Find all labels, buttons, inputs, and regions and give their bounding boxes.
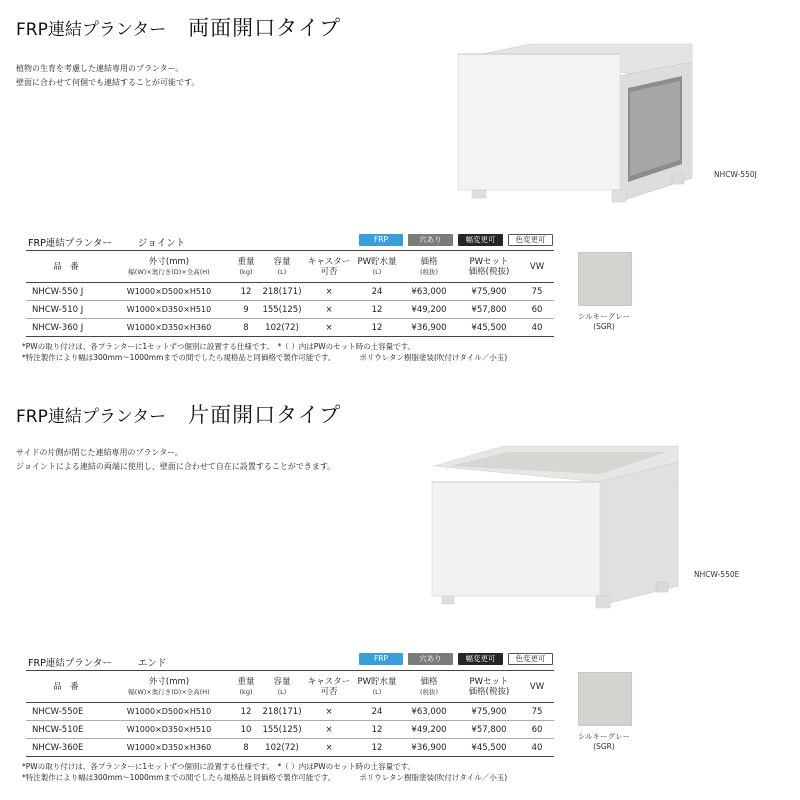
header-price-sub: (税抜) [419,687,439,696]
cell-price: ¥49,200 [411,304,447,315]
table-subtitle: エンド [137,658,167,669]
cell-dim: W1000×D350×H510 [126,305,212,314]
header-caster-sub: 可否 [320,686,338,697]
header-weight-label: 重量 [237,676,255,687]
section1-badges [359,234,553,246]
header-code: 品 番 [53,681,79,692]
cell-pwset: ¥75,900 [471,286,507,297]
cell-price: ¥63,000 [411,286,447,297]
header-pw [354,251,400,283]
header-capacity-label: 容量 [273,256,291,267]
header-dim-sub: 幅(W)×奥行き(D)×全高(H) [128,687,210,696]
header-capacity-label: 容量 [273,676,291,687]
table-title: FRP連結プランター [28,658,112,669]
header-dim-main: 外寸(mm) [148,256,190,267]
header-pw-label: PW貯水量 [357,676,397,687]
cell-pw: 12 [371,322,383,333]
cell-price: ¥36,900 [411,322,447,333]
section2-subtitle: 片面開口タイプ [188,403,342,427]
table-row [26,319,554,337]
cell-code: NHCW-510E [32,724,84,735]
cell-price: ¥49,200 [411,724,447,735]
note-line: *特注製作により幅は300mm～1000mmまでの間でしたら規格品と同価格で製作可能です。 [22,773,336,782]
table-subtitle: ジョイント [137,238,186,249]
header-weight-unit: (kg) [239,687,253,696]
cell-pw: 12 [371,304,383,315]
note-line: *特注製作により幅は300mm～1000mmまでの間でしたら規格品と同価格で製作可能です。 [22,353,336,362]
table-title: FRP連結プランター [28,238,112,249]
header-capacity [260,671,304,703]
header-vw: VW [529,681,545,692]
description-line: 植物の生育を考慮した連結専用のプランター。 [16,64,184,73]
section2-heading [16,399,341,429]
cell-code: NHCW-510 J [32,304,84,315]
cell-vw: 60 [531,724,543,735]
header-pwset-sub: 価格(税抜) [468,266,510,277]
cell-price: ¥36,900 [411,742,447,753]
cell-pwset: ¥75,900 [471,706,507,717]
section2-color-swatch-block [578,672,638,752]
header-code: 品 番 [53,261,79,272]
header-caster [304,671,354,703]
cell-capacity: 155(125) [262,304,302,315]
cell-vw: 75 [531,286,543,297]
section1-heading [16,12,341,42]
header-weight-label: 重量 [237,256,255,267]
cell-pwset: ¥45,500 [471,322,507,333]
section2-description [16,446,335,474]
cell-caster: × [325,742,333,753]
badge-hole: 穴あり [408,234,453,246]
note-line-2 [22,772,507,783]
cell-caster: × [325,286,333,297]
cell-vw: 60 [531,304,543,315]
cell-capacity: 102(72) [265,742,299,753]
header-price [400,251,458,283]
color-swatch-silky-grey [578,672,632,726]
header-pwset-label: PWセット [469,676,509,687]
cell-vw: 40 [531,322,543,333]
table-header-row [26,251,554,283]
badge-hole: 穴あり [408,653,453,665]
swatch-code: (SGR) [593,742,615,751]
planter-image-single-open [428,442,688,614]
header-price-label: 価格 [420,256,438,267]
cell-caster: × [325,706,333,717]
header-capacity-unit: (L) [277,267,287,276]
cell-dim: W1000×D350×H360 [126,323,212,332]
cell-weight: 8 [243,742,249,753]
header-pw-label: PW貯水量 [357,256,397,267]
cell-dim: W1000×D350×H510 [126,725,212,734]
cell-pwset: ¥45,500 [471,742,507,753]
section1-table-title [28,235,185,249]
cell-vw: 75 [531,706,543,717]
section1-description [16,62,199,90]
header-caster-label: キャスター [307,676,351,687]
cell-weight: 9 [243,304,249,315]
section1-image-label: NHCW-550J [714,170,757,179]
header-dimensions [106,251,232,283]
section2-spec-table [26,670,554,757]
section2-image-label: NHCW-550E [694,570,740,579]
cell-code: NHCW-550E [32,706,84,717]
cell-caster: × [325,724,333,735]
cell-vw: 40 [531,742,543,753]
description-line: ジョイントによる連結の両端に使用し、壁面に合わせて自在に設置することができます。 [16,462,336,471]
planter-image-double-open [450,36,705,206]
cell-code: NHCW-360 J [32,322,84,333]
table-header-row [26,671,554,703]
cell-caster: × [325,304,333,315]
swatch-name: シルキーグレー [577,312,631,321]
header-dim-main: 外寸(mm) [148,676,190,687]
cell-weight: 12 [240,706,252,717]
cell-code: NHCW-360E [32,742,84,753]
table-row [26,721,554,739]
header-vw: VW [529,261,545,272]
note-coating: ポリウレタン樹脂塗装(吹付けタイル／小玉) [359,353,508,362]
cell-weight: 12 [240,286,252,297]
cell-pw: 24 [371,706,383,717]
section1-subtitle: 両面開口タイプ [188,16,342,40]
header-pwset [458,251,520,283]
section1-notes [22,341,507,363]
note-line: *PWの取り付けは、各プランターに1セットずつ個別に設置する仕様です。 *（ ）内はPWのセット時の土容量です。 [22,762,416,771]
section2-title: FRP連結プランター [16,407,167,427]
table-row [26,301,554,319]
color-swatch-silky-grey [578,252,632,306]
cell-pwset: ¥57,800 [471,724,507,735]
cell-capacity: 218(171) [262,286,302,297]
note-line: *PWの取り付けは、各プランターに1セットずつ個別に設置する仕様です。 *（ ）内はPWのセット時の土容量です。 [22,342,416,351]
header-pwset-label: PWセット [469,256,509,267]
header-capacity-unit: (L) [277,687,287,696]
badge-frp: FRP [359,234,403,246]
header-caster [304,251,354,283]
header-pw [354,671,400,703]
header-weight [232,251,260,283]
header-caster-sub: 可否 [320,266,338,277]
cell-code: NHCW-550 J [32,286,84,297]
header-dimensions [106,671,232,703]
cell-dim: W1000×D500×H510 [126,287,212,296]
section2-badges [359,653,553,665]
cell-dim: W1000×D350×H360 [126,743,212,752]
note-coating: ポリウレタン樹脂塗装(吹付けタイル／小玉) [359,773,508,782]
cell-capacity: 218(171) [262,706,302,717]
section1-spec-table [26,250,554,337]
cell-weight: 8 [243,322,249,333]
badge-width-change: 幅変更可 [458,653,503,665]
cell-dim: W1000×D500×H510 [126,707,212,716]
section2-table-title [28,655,166,669]
table-row [26,739,554,757]
header-weight [232,671,260,703]
note-line-2 [22,352,507,363]
cell-pw: 24 [371,286,383,297]
cell-pwset: ¥57,800 [471,304,507,315]
header-caster-label: キャスター [307,256,351,267]
header-pw-unit: (L) [372,687,382,696]
cell-price: ¥63,000 [411,706,447,717]
badge-color-change: 色変更可 [508,234,553,246]
section1-title: FRP連結プランター [16,20,167,40]
header-pwset [458,671,520,703]
swatch-code: (SGR) [593,322,615,331]
header-price-sub: (税抜) [419,267,439,276]
table-row [26,703,554,721]
section1-color-swatch-block [578,252,638,332]
cell-pw: 12 [371,742,383,753]
header-price [400,671,458,703]
section2-notes [22,761,507,783]
header-pw-unit: (L) [372,267,382,276]
header-pwset-sub: 価格(税抜) [468,686,510,697]
header-price-label: 価格 [420,676,438,687]
swatch-name: シルキーグレー [577,732,631,741]
cell-capacity: 102(72) [265,322,299,333]
badge-width-change: 幅変更可 [458,234,503,246]
badge-color-change: 色変更可 [508,653,553,665]
table-row [26,283,554,301]
header-capacity [260,251,304,283]
cell-caster: × [325,322,333,333]
description-line: サイドの片側が閉じた連結専用のプランター。 [16,448,183,457]
cell-pw: 12 [371,724,383,735]
description-line: 壁面に合わせて何個でも連結することが可能です。 [16,78,200,87]
cell-weight: 10 [240,724,252,735]
header-dim-sub: 幅(W)×奥行き(D)×全高(H) [128,267,210,276]
badge-frp: FRP [359,653,403,665]
cell-capacity: 155(125) [262,724,302,735]
header-weight-unit: (kg) [239,267,253,276]
